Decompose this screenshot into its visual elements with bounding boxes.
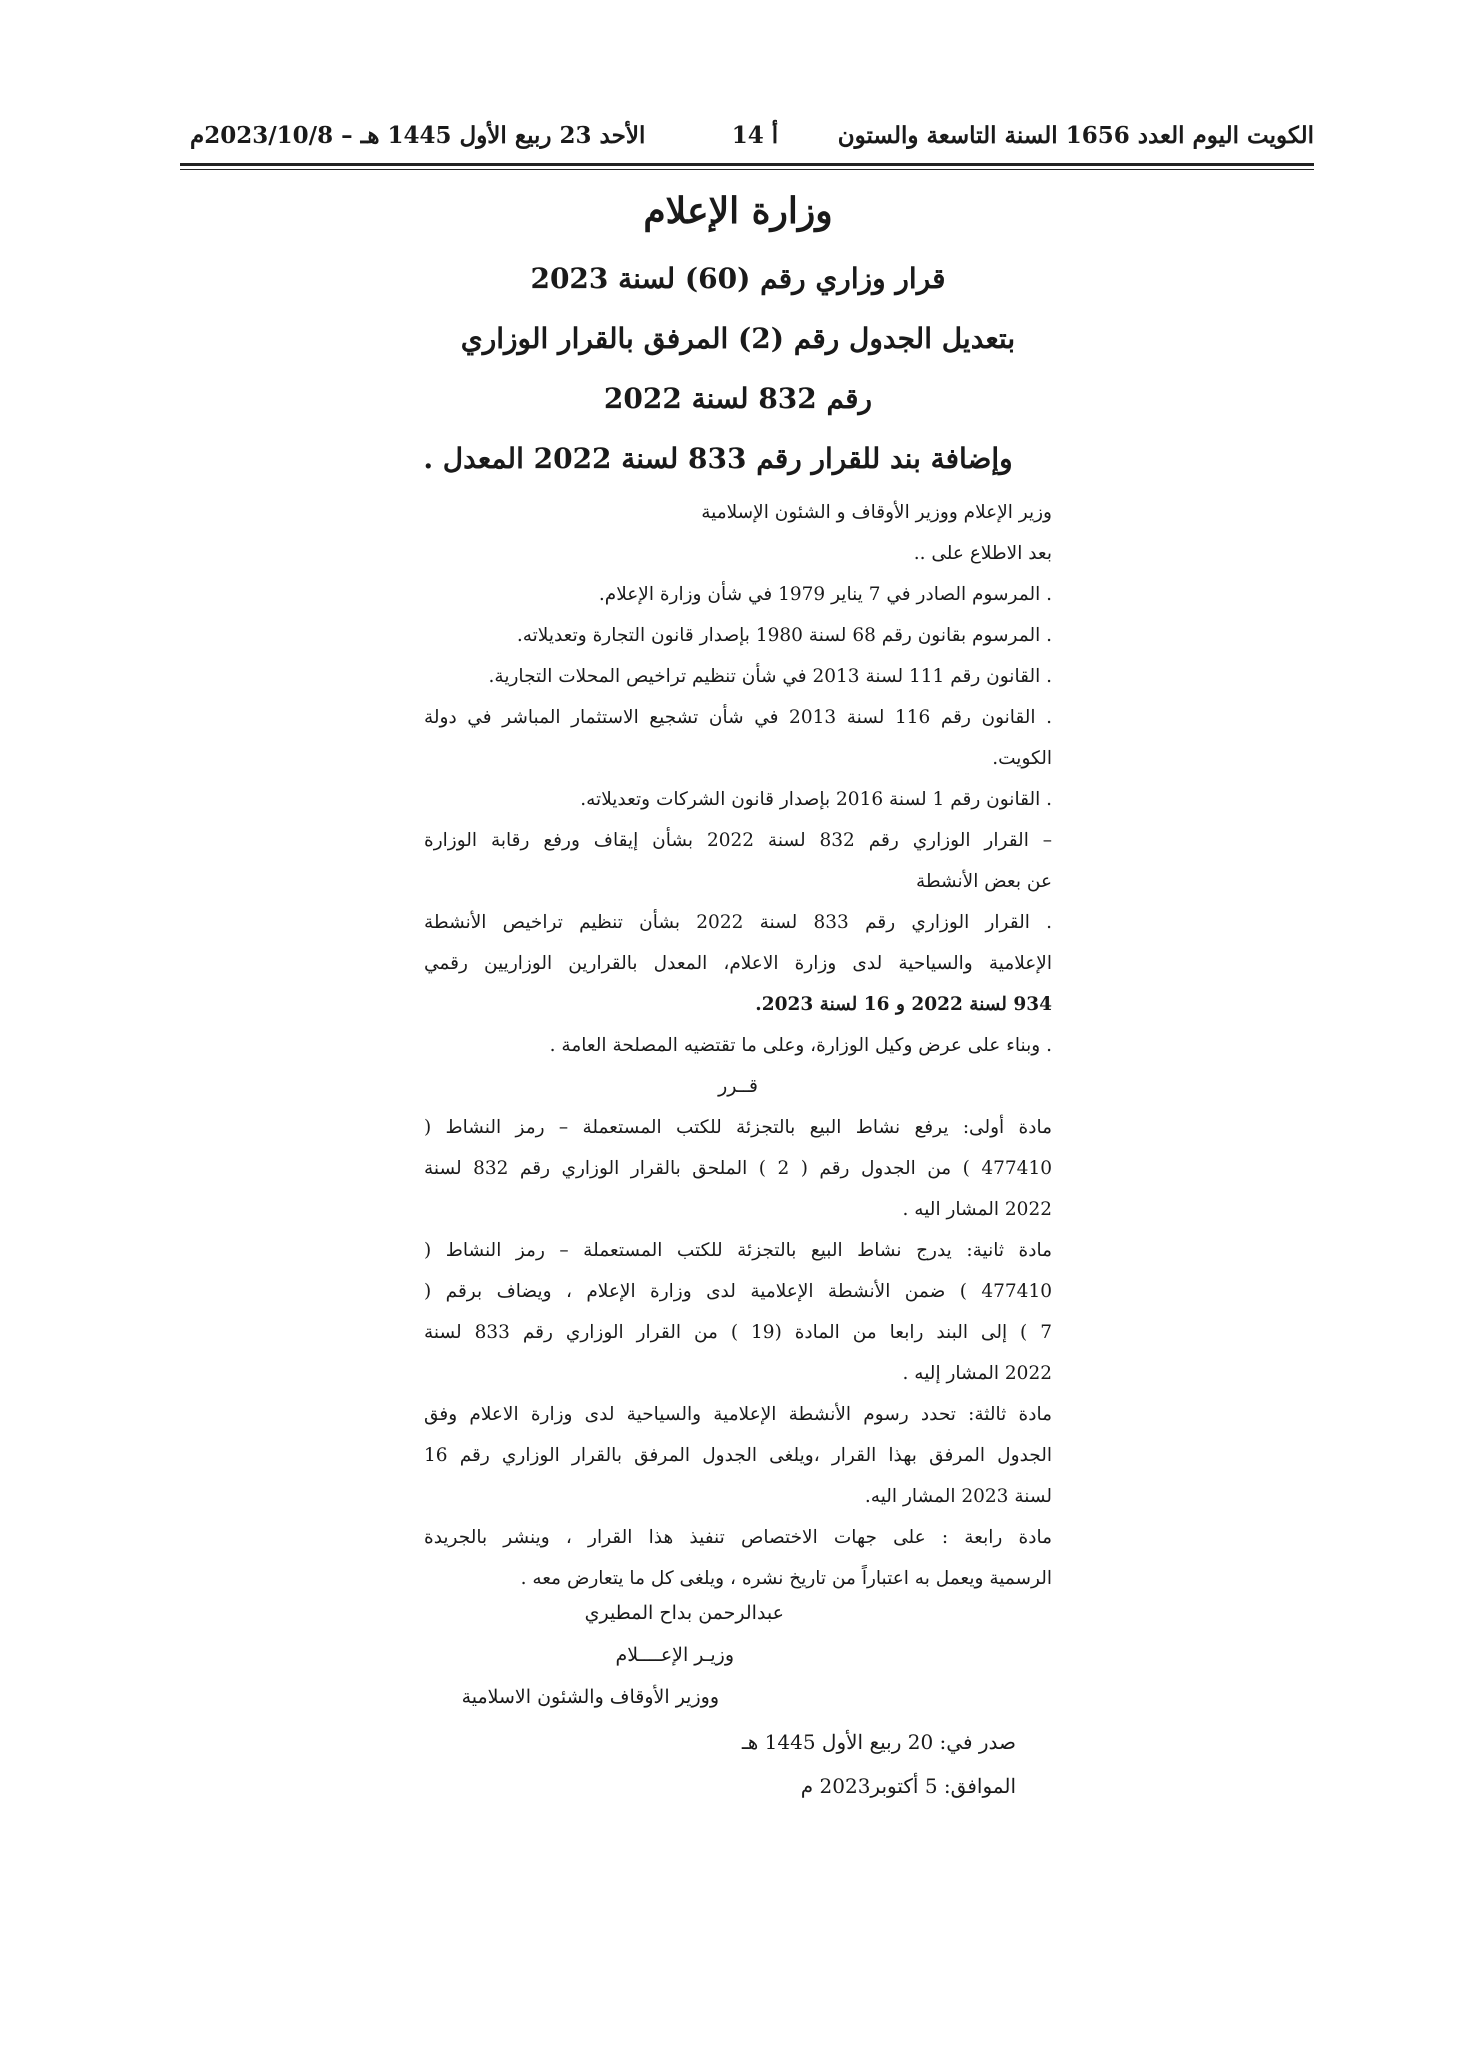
article-line: مادة رابعة : على جهات الاختصاص تنفيذ هذا القرار ، وينشر بالجريدة: [424, 1527, 1052, 1548]
article-line: الرسمية ويعمل به اعتباراً من تاريخ نشره ، ويلغى كل ما يتعارض معه .: [520, 1568, 1052, 1589]
preamble-item: . القانون رقم 1 لسنة 2016 بإصدار قانون الشركات وتعديلاته.: [580, 789, 1052, 810]
preamble-item: – القرار الوزاري رقم 832 لسنة 2022 بشأن إيقاف ورفع رقابة الوزارة: [424, 830, 1052, 851]
header-rule-thin: [180, 169, 1314, 170]
decided-heading: قــرر: [718, 1075, 758, 1097]
decision-body: [424, 492, 1052, 1792]
article-line: 477410 ) من الجدول رقم ( 2 ) الملحق بالقرار الوزاري رقم 832 لسنة: [424, 1158, 1052, 1179]
article-line: 477410 ) ضمن الأنشطة الإعلامية لدى وزارة الإعلام ، ويضاف برقم (: [424, 1281, 1052, 1302]
preamble-item: . المرسوم الصادر في 7 يناير 1979 في شأن وزارة الإعلام.: [598, 584, 1052, 605]
signatory-role-awqaf: ووزير الأوقاف والشئون الاسلامية: [461, 1686, 719, 1708]
signatory-role-information: وزيـر الإعــــلام: [615, 1644, 734, 1666]
preamble-item: . القانون رقم 116 لسنة 2013 في شأن تشجيع الاستثمار المباشر في دولة: [424, 707, 1053, 728]
article-line: 7 ) إلى البند رابعا من المادة (19 ) من القرار الوزاري رقم 833 لسنة: [424, 1322, 1052, 1343]
article-line: مادة ثالثة: تحدد رسوم الأنشطة الإعلامية والسياحية لدى وزارة الاعلام وفق: [424, 1404, 1052, 1425]
decision-subtitle-1: بتعديل الجدول رقم (2) المرفق بالقرار الوزاري: [460, 322, 1016, 355]
header-page-number: أ 14: [731, 122, 779, 149]
header-rule-thick: [180, 163, 1314, 166]
decision-subtitle-2: رقم 832 لسنة 2022: [603, 382, 873, 415]
preamble-item-continued: عن بعض الأنشطة: [915, 871, 1052, 892]
preamble-item-continued: الإعلامية والسياحية لدى وزارة الاعلام، المعدل بالقرارين الوزاريين رقمي: [424, 953, 1052, 974]
signatory-name: عبدالرحمن بداح المطيري: [584, 1602, 784, 1624]
preamble-minister: وزير الإعلام ووزير الأوقاف و الشئون الإسلامية: [701, 502, 1052, 523]
preamble-item: . القرار الوزاري رقم 833 لسنة 2022 بشأن تنظيم تراخيص الأنشطة: [424, 912, 1053, 933]
article-line: الجدول المرفق بهذا القرار ،ويلغى الجدول المرفق بالقرار الوزاري رقم 16: [424, 1445, 1052, 1466]
issued-date: صدر في: 20 ربيع الأول 1445 هـ: [741, 1730, 1016, 1754]
decision-subtitle-3-text: وإضافة بند للقرار رقم 833 لسنة 2022 المعدل .: [423, 442, 1013, 475]
decision-title: قرار وزاري رقم (60) لسنة 2023: [530, 262, 946, 295]
header-date: الأحد 23 ربيع الأول 1445 هـ – 2023/10/8م: [190, 122, 646, 149]
header-issue-info: الكويت اليوم العدد 1656 السنة التاسعة والستون: [837, 122, 1314, 149]
article-line: مادة أولى: يرفع نشاط البيع بالتجزئة للكتب المستعملة – رمز النشاط (: [424, 1117, 1052, 1138]
preamble-item: . وبناء على عرض وكيل الوزارة، وعلى ما تقتضيه المصلحة العامة .: [549, 1035, 1052, 1056]
preamble-item-continued: 934 لسنة 2022 و 16 لسنة 2023.: [755, 994, 1052, 1015]
corresponding-date: الموافق: 5 أكتوبر2023 م: [800, 1774, 1016, 1798]
preamble-after-review: بعد الاطلاع على ..: [913, 543, 1052, 564]
preamble-item-continued: الكويت.: [992, 748, 1052, 769]
preamble-item: . القانون رقم 111 لسنة 2013 في شأن تنظيم تراخيص المحلات التجارية.: [488, 666, 1052, 687]
article-line: 2022 المشار إليه .: [902, 1363, 1052, 1384]
ministry-title: وزارة الإعلام: [643, 190, 833, 232]
preamble-item: . المرسوم بقانون رقم 68 لسنة 1980 بإصدار قانون التجارة وتعديلاته.: [516, 625, 1052, 646]
article-line: لسنة 2023 المشار اليه.: [864, 1486, 1052, 1507]
article-line: مادة ثانية: يدرج نشاط البيع بالتجزئة للكتب المستعملة – رمز النشاط (: [424, 1240, 1052, 1261]
article-line: 2022 المشار اليه .: [902, 1199, 1052, 1220]
decision-subtitle-3: [0, 442, 1476, 475]
